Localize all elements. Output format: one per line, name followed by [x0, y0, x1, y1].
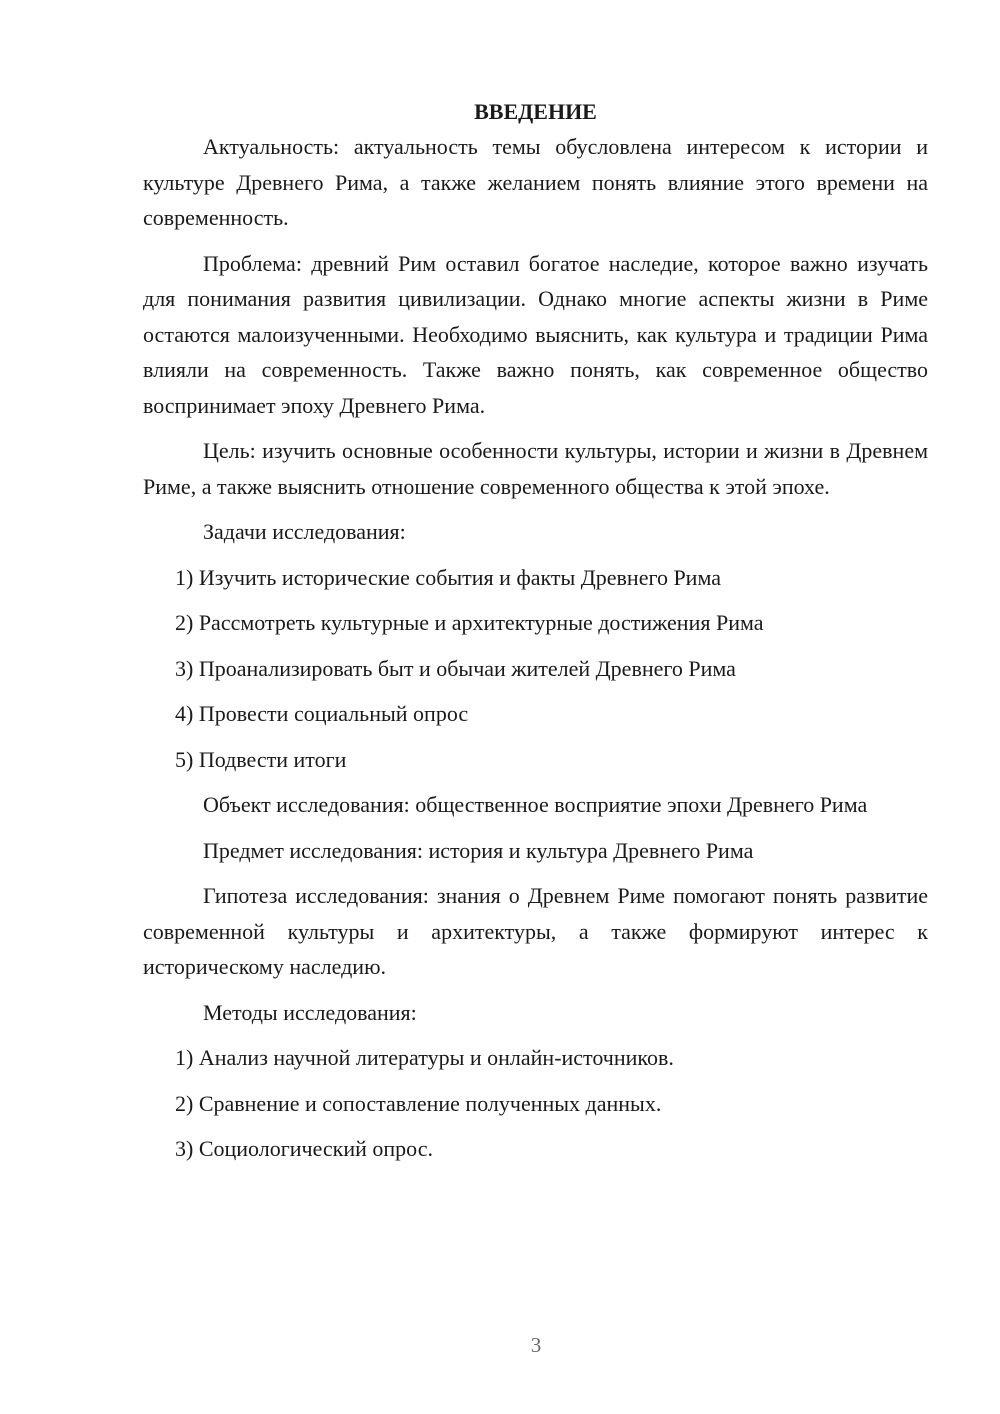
paragraph-subject: Предмет исследования: история и культура Древнего Рима	[203, 837, 754, 863]
list-item: 1) Изучить исторические события и факты Древнего Рима	[175, 564, 721, 590]
section-title: ВВЕДЕНИЕ	[474, 99, 597, 124]
list-item: 2) Рассмотреть культурные и архитектурные достижения Рима	[175, 610, 764, 635]
methods-list	[143, 1040, 928, 1167]
list-item: 5) Подвести итоги	[175, 746, 347, 772]
tasks-list	[143, 560, 928, 778]
list-item: 3) Проанализировать быт и обычаи жителей Древнего Рима	[175, 655, 736, 681]
methods-heading: Методы исследования:	[203, 999, 417, 1025]
paragraph-relevance: Актуальность: актуальность темы обусловлена интересом к истории и культуре Древнего Рима, а также желанием понять влияние этого времени на современность.	[143, 134, 928, 230]
page-number: 3	[530, 1333, 542, 1357]
list-item: 3) Социологический опрос.	[175, 1136, 433, 1161]
paragraph-hypothesis: Гипотеза исследования: знания о Древнем Риме помогают понять развитие современной культуры и архитектуры, а также формируют интерес к историческому наследию.	[143, 883, 928, 979]
paragraph-problem: Проблема: древний Рим оставил богатое наследие, которое важно изучать для понимания развития цивилизации. Однако многие аспекты жизни в Риме остаются малоизученными. Необходимо выяснить, как культура и традиции Рима влияли на современность. Также важно понять, как современное общество воспринимает эпоху Древнего Рима.	[143, 250, 928, 418]
page-content	[143, 94, 928, 1177]
tasks-heading: Задачи исследования:	[203, 519, 406, 544]
paragraph-object: Объект исследования: общественное восприятие эпохи Древнего Рима	[203, 792, 868, 817]
list-item: 4) Провести социальный опрос	[175, 701, 469, 726]
paragraph-goal: Цель: изучить основные особенности культуры, истории и жизни в Древнем Риме, а также выяснить отношение современного общества к этой эпохе.	[143, 438, 928, 499]
list-item: 1) Анализ научной литературы и онлайн-источников.	[175, 1045, 674, 1070]
list-item: 2) Сравнение и сопоставление полученных данных.	[175, 1090, 662, 1116]
